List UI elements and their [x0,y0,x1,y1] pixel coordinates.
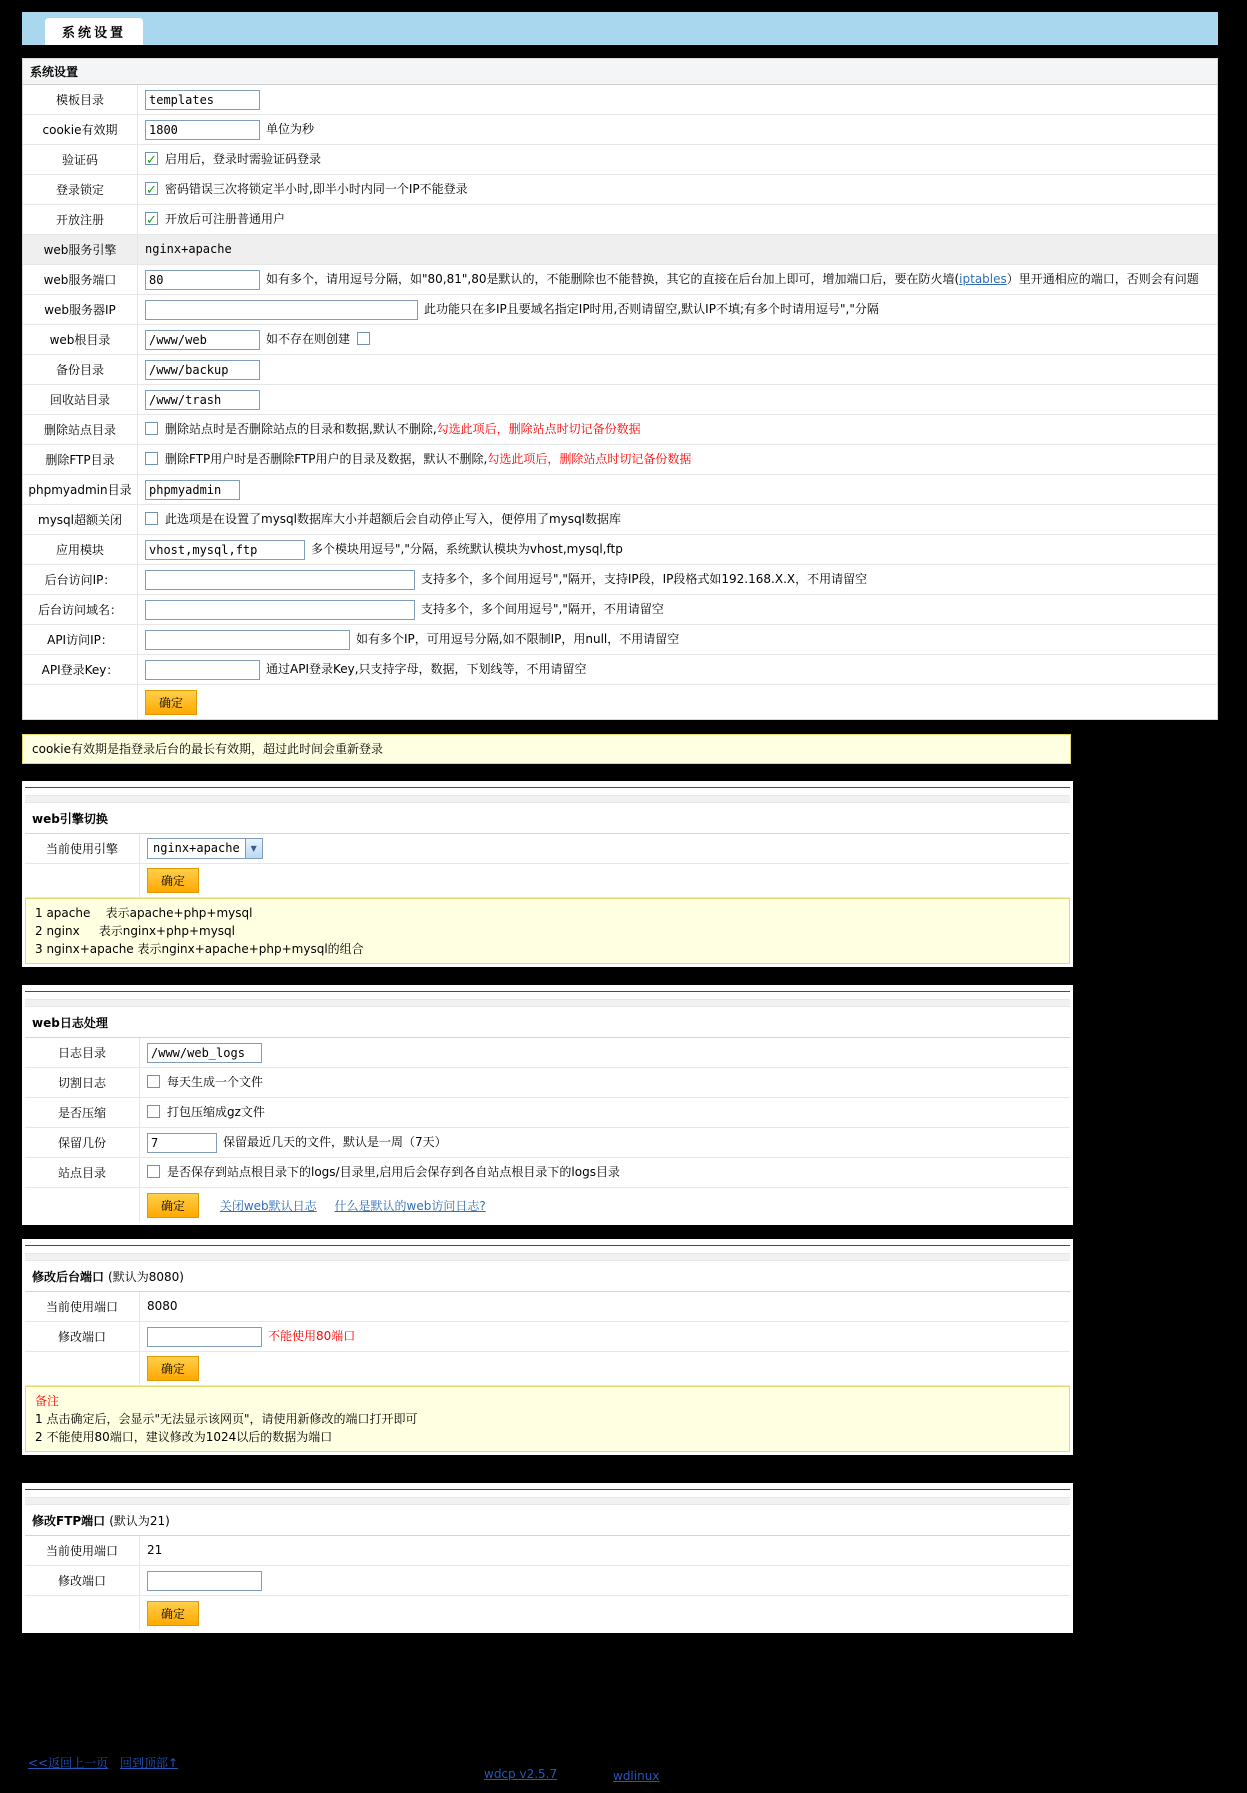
row-note: 开放后可注册普通用户 [165,212,286,226]
table-row [23,355,1217,385]
table-row [25,1068,1070,1098]
row-label: 站点目录 [25,1158,140,1187]
wdcp-version-link[interactable]: wdcp v2.5.7 [484,1767,558,1781]
web-logs-panel [22,985,1073,1225]
row-note: 打包压缩成gz文件 [167,1105,265,1119]
row-note: 密码错误三次将锁定半小时,即半小时内同一个IP不能登录 [165,182,468,196]
log-dir-input[interactable] [147,1043,262,1063]
row-note: 支持多个，多个间用逗号","隔开，支持IP段，IP段格式如192.168.X.X，不用请留空 [421,572,868,586]
web-engine-value: nginx+apache [145,242,232,256]
table-row [25,1128,1070,1158]
system-settings-confirm-button[interactable]: 确定 [145,690,197,715]
row-label: 删除FTP目录 [23,445,138,474]
admin-access-ip-input[interactable] [145,570,415,590]
row-label: 应用模块 [23,535,138,564]
note-line: 2 不能使用80端口，建议修改为1024以后的数据为端口 [35,1430,333,1444]
row-label: 当前使用端口 [25,1536,140,1565]
row-label: 是否压缩 [25,1098,140,1127]
trash-dir-input[interactable] [145,390,260,410]
delete-ftp-dir-checkbox[interactable] [145,452,158,465]
footer [0,1750,1247,1790]
note-line: 2 nginx 表示nginx+php+mysql [35,924,235,938]
cookie-note: cookie有效期是指登录后台的最长有效期，超过此时间会重新登录 [22,734,1071,764]
note-line: 3 nginx+apache 表示nginx+apache+php+mysql的组合 [35,942,364,956]
admin-port-notes [25,1386,1070,1452]
table-row [25,1158,1070,1188]
table-row [23,265,1217,295]
table-row [23,655,1217,685]
row-label: 登录锁定 [23,175,138,204]
app-modules-input[interactable] [145,540,305,560]
table-row [25,1566,1070,1596]
engine-switch-confirm-button[interactable]: 确定 [147,868,199,893]
web-logs-confirm-button[interactable]: 确定 [147,1193,199,1218]
row-label: 后台访问域名： [23,595,138,624]
chevron-down-icon: ▼ [245,839,262,858]
section-title-suffix: (默认为8080) [108,1270,184,1284]
table-row [23,415,1217,445]
engine-select-value: nginx+apache [153,841,240,855]
api-access-ip-input[interactable] [145,630,350,650]
row-label [25,864,140,897]
table-row [23,685,1217,719]
table-row [23,115,1217,145]
row-note: 单位为秒 [266,122,315,136]
mysql-over-quota-checkbox[interactable] [145,512,158,525]
table-row [23,205,1217,235]
divider [25,1253,1070,1261]
new-ftp-port-input[interactable] [147,1571,262,1591]
table-row [25,1596,1070,1630]
section-title: web引擎切换 [25,803,1070,834]
current-ftp-port-value: 21 [147,1543,163,1557]
divider [25,1497,1070,1505]
row-label: web服务器IP [23,295,138,324]
table-row [23,175,1217,205]
table-row [23,295,1217,325]
table-row [25,1322,1070,1352]
engine-select[interactable] [147,838,263,859]
row-note: 如有多个，请用逗号分隔，如"80,81",80是默认的，不能删除也不能替换，其它的直接在后台加上即可，增加端口后，要在防火墙( [266,272,960,286]
row-label: API登录Key： [23,655,138,684]
current-admin-port-value: 8080 [147,1299,178,1313]
row-warning: 勾选此项后，删除站点时切记备份数据 [487,452,692,466]
row-label: 删除站点目录 [23,415,138,444]
login-lock-checkbox[interactable] [145,182,158,195]
section-title-text: 修改FTP端口 [32,1514,106,1528]
ftp-port-confirm-button[interactable]: 确定 [147,1601,199,1626]
table-row [25,1536,1070,1566]
table-row [23,145,1217,175]
system-settings-panel [22,58,1218,720]
row-warning: 勾选此项后，删除站点时切记备份数据 [436,422,641,436]
divider [25,1245,1070,1246]
row-label: 备份目录 [23,355,138,384]
row-label: 回收站目录 [23,385,138,414]
log-compress-checkbox[interactable] [147,1105,160,1118]
row-note: ）里开通相应的端口，否则会有问题 [1006,272,1199,286]
new-admin-port-input[interactable] [147,1327,262,1347]
top-tab-bar [22,12,1218,45]
api-key-input[interactable] [145,660,260,680]
log-rotate-checkbox[interactable] [147,1075,160,1088]
table-row [25,1352,1070,1386]
row-label: 后台访问IP： [23,565,138,594]
row-label: web服务端口 [23,265,138,294]
row-note: 此功能只在多IP且要域名指定IP时用,否则请留空,默认IP不填;有多个时请用逗号","分隔 [424,302,879,316]
row-note: 删除站点时是否删除站点的目录和数据,默认不删除, [165,422,437,436]
log-keep-days-input[interactable] [147,1133,217,1153]
row-note: 通过API登录Key,只支持字母，数据，下划线等，不用请留空 [266,662,587,676]
divider [25,787,1070,788]
table-row [23,325,1217,355]
divider [25,795,1070,803]
backup-dir-input[interactable] [145,360,260,380]
row-note: 如不存在则创建 [266,332,351,346]
table-row [25,1038,1070,1068]
row-label: 修改端口 [25,1566,140,1595]
row-label: 保留几份 [25,1128,140,1157]
row-label [25,1188,140,1222]
row-label: 日志目录 [25,1038,140,1067]
row-label: web服务引擎 [23,235,138,264]
note-line: 1 apache 表示apache+php+mysql [35,906,253,920]
row-label [25,1352,140,1385]
row-label: API访问IP： [23,625,138,654]
captcha-checkbox[interactable] [145,152,158,165]
table-row [25,1188,1070,1222]
table-row [23,565,1217,595]
note-line: 1 点击确定后，会显示"无法显示该网页"，请使用新修改的端口打开即可 [35,1412,418,1426]
table-row [23,595,1217,625]
wdlinux-link[interactable]: wdlinux [613,1769,660,1783]
row-note: 每天生成一个文件 [167,1075,264,1089]
table-row [23,85,1217,115]
row-note: 支持多个，多个间用逗号","隔开，不用请留空 [421,602,664,616]
row-note: 是否保存到站点根目录下的logs/目录里,启用后会保存到各自站点根目录下的logs目录 [167,1165,620,1179]
admin-port-panel [22,1239,1073,1455]
row-label: 切割日志 [25,1068,140,1097]
row-note: 如有多个IP，可用逗号分隔,如不限制IP，用null，不用请留空 [356,632,680,646]
row-label: phpmyadmin目录 [23,475,138,504]
row-label: 修改端口 [25,1322,140,1351]
row-label: mysql超额关闭 [23,505,138,534]
table-row [23,505,1217,535]
note-title: 备注 [35,1394,60,1408]
engine-notes [25,898,1070,964]
row-warning: 不能使用80端口 [268,1329,356,1343]
divider [25,1489,1070,1490]
ftp-port-panel [22,1483,1073,1633]
row-label: 验证码 [23,145,138,174]
cookie-expire-input[interactable] [145,120,260,140]
phpmyadmin-dir-input[interactable] [145,480,240,500]
row-note: 此选项是在设置了mysql数据库大小并超额后会自动停止写入，便停用了mysql数据库 [165,512,621,526]
row-label [25,1596,140,1630]
iptables-link[interactable]: iptables [959,272,1007,286]
row-label: 开放注册 [23,205,138,234]
open-register-checkbox[interactable] [145,212,158,225]
template-dir-input[interactable] [145,90,260,110]
table-row [23,625,1217,655]
divider [25,999,1070,1007]
log-site-dir-checkbox[interactable] [147,1165,160,1178]
row-label [23,685,138,719]
row-label: 当前使用端口 [25,1292,140,1321]
divider [25,991,1070,992]
close-default-log-link[interactable]: 关闭web默认日志 [219,1198,317,1213]
row-label: 模板目录 [23,85,138,114]
admin-port-confirm-button[interactable]: 确定 [147,1356,199,1381]
web-root-input[interactable] [145,330,260,350]
row-note: 启用后，登录时需验证码登录 [165,152,322,166]
table-row [25,864,1070,898]
web-server-ip-input[interactable] [145,300,418,320]
section-title-text: 修改后台端口 [32,1270,105,1284]
row-label: web根目录 [23,325,138,354]
row-label: cookie有效期 [23,115,138,144]
row-note: 多个模块用逗号","分隔，系统默认模块为vhost,mysql,ftp [311,542,623,556]
section-title [25,1261,1070,1292]
section-title-suffix: (默认为21) [109,1514,170,1528]
section-title: web日志处理 [25,1007,1070,1038]
web-engine-switch-panel [22,781,1073,967]
table-row [25,1292,1070,1322]
back-to-top-link[interactable]: 回到顶部↑ [120,1756,179,1770]
row-note: 删除FTP用户时是否删除FTP用户的目录及数据，默认不删除, [165,452,488,466]
what-is-default-log-link[interactable]: 什么是默认的web访问日志? [334,1198,486,1213]
panel-title: 系统设置 [23,59,1217,85]
row-label: 当前使用引擎 [25,834,140,863]
row-note: 保留最近几天的文件，默认是一周（7天） [223,1135,447,1149]
create-if-missing-checkbox[interactable] [357,332,370,345]
back-link[interactable]: <<返回上一页 [28,1756,109,1770]
tab-system-settings[interactable]: 系统设置 [45,18,143,45]
web-port-input[interactable] [145,270,260,290]
table-row [25,834,1070,864]
table-row [25,1098,1070,1128]
table-row [23,385,1217,415]
table-row [23,535,1217,565]
table-row [23,445,1217,475]
delete-site-dir-checkbox[interactable] [145,422,158,435]
section-title [25,1505,1070,1536]
admin-access-domain-input[interactable] [145,600,415,620]
table-row [23,235,1217,265]
table-row [23,475,1217,505]
